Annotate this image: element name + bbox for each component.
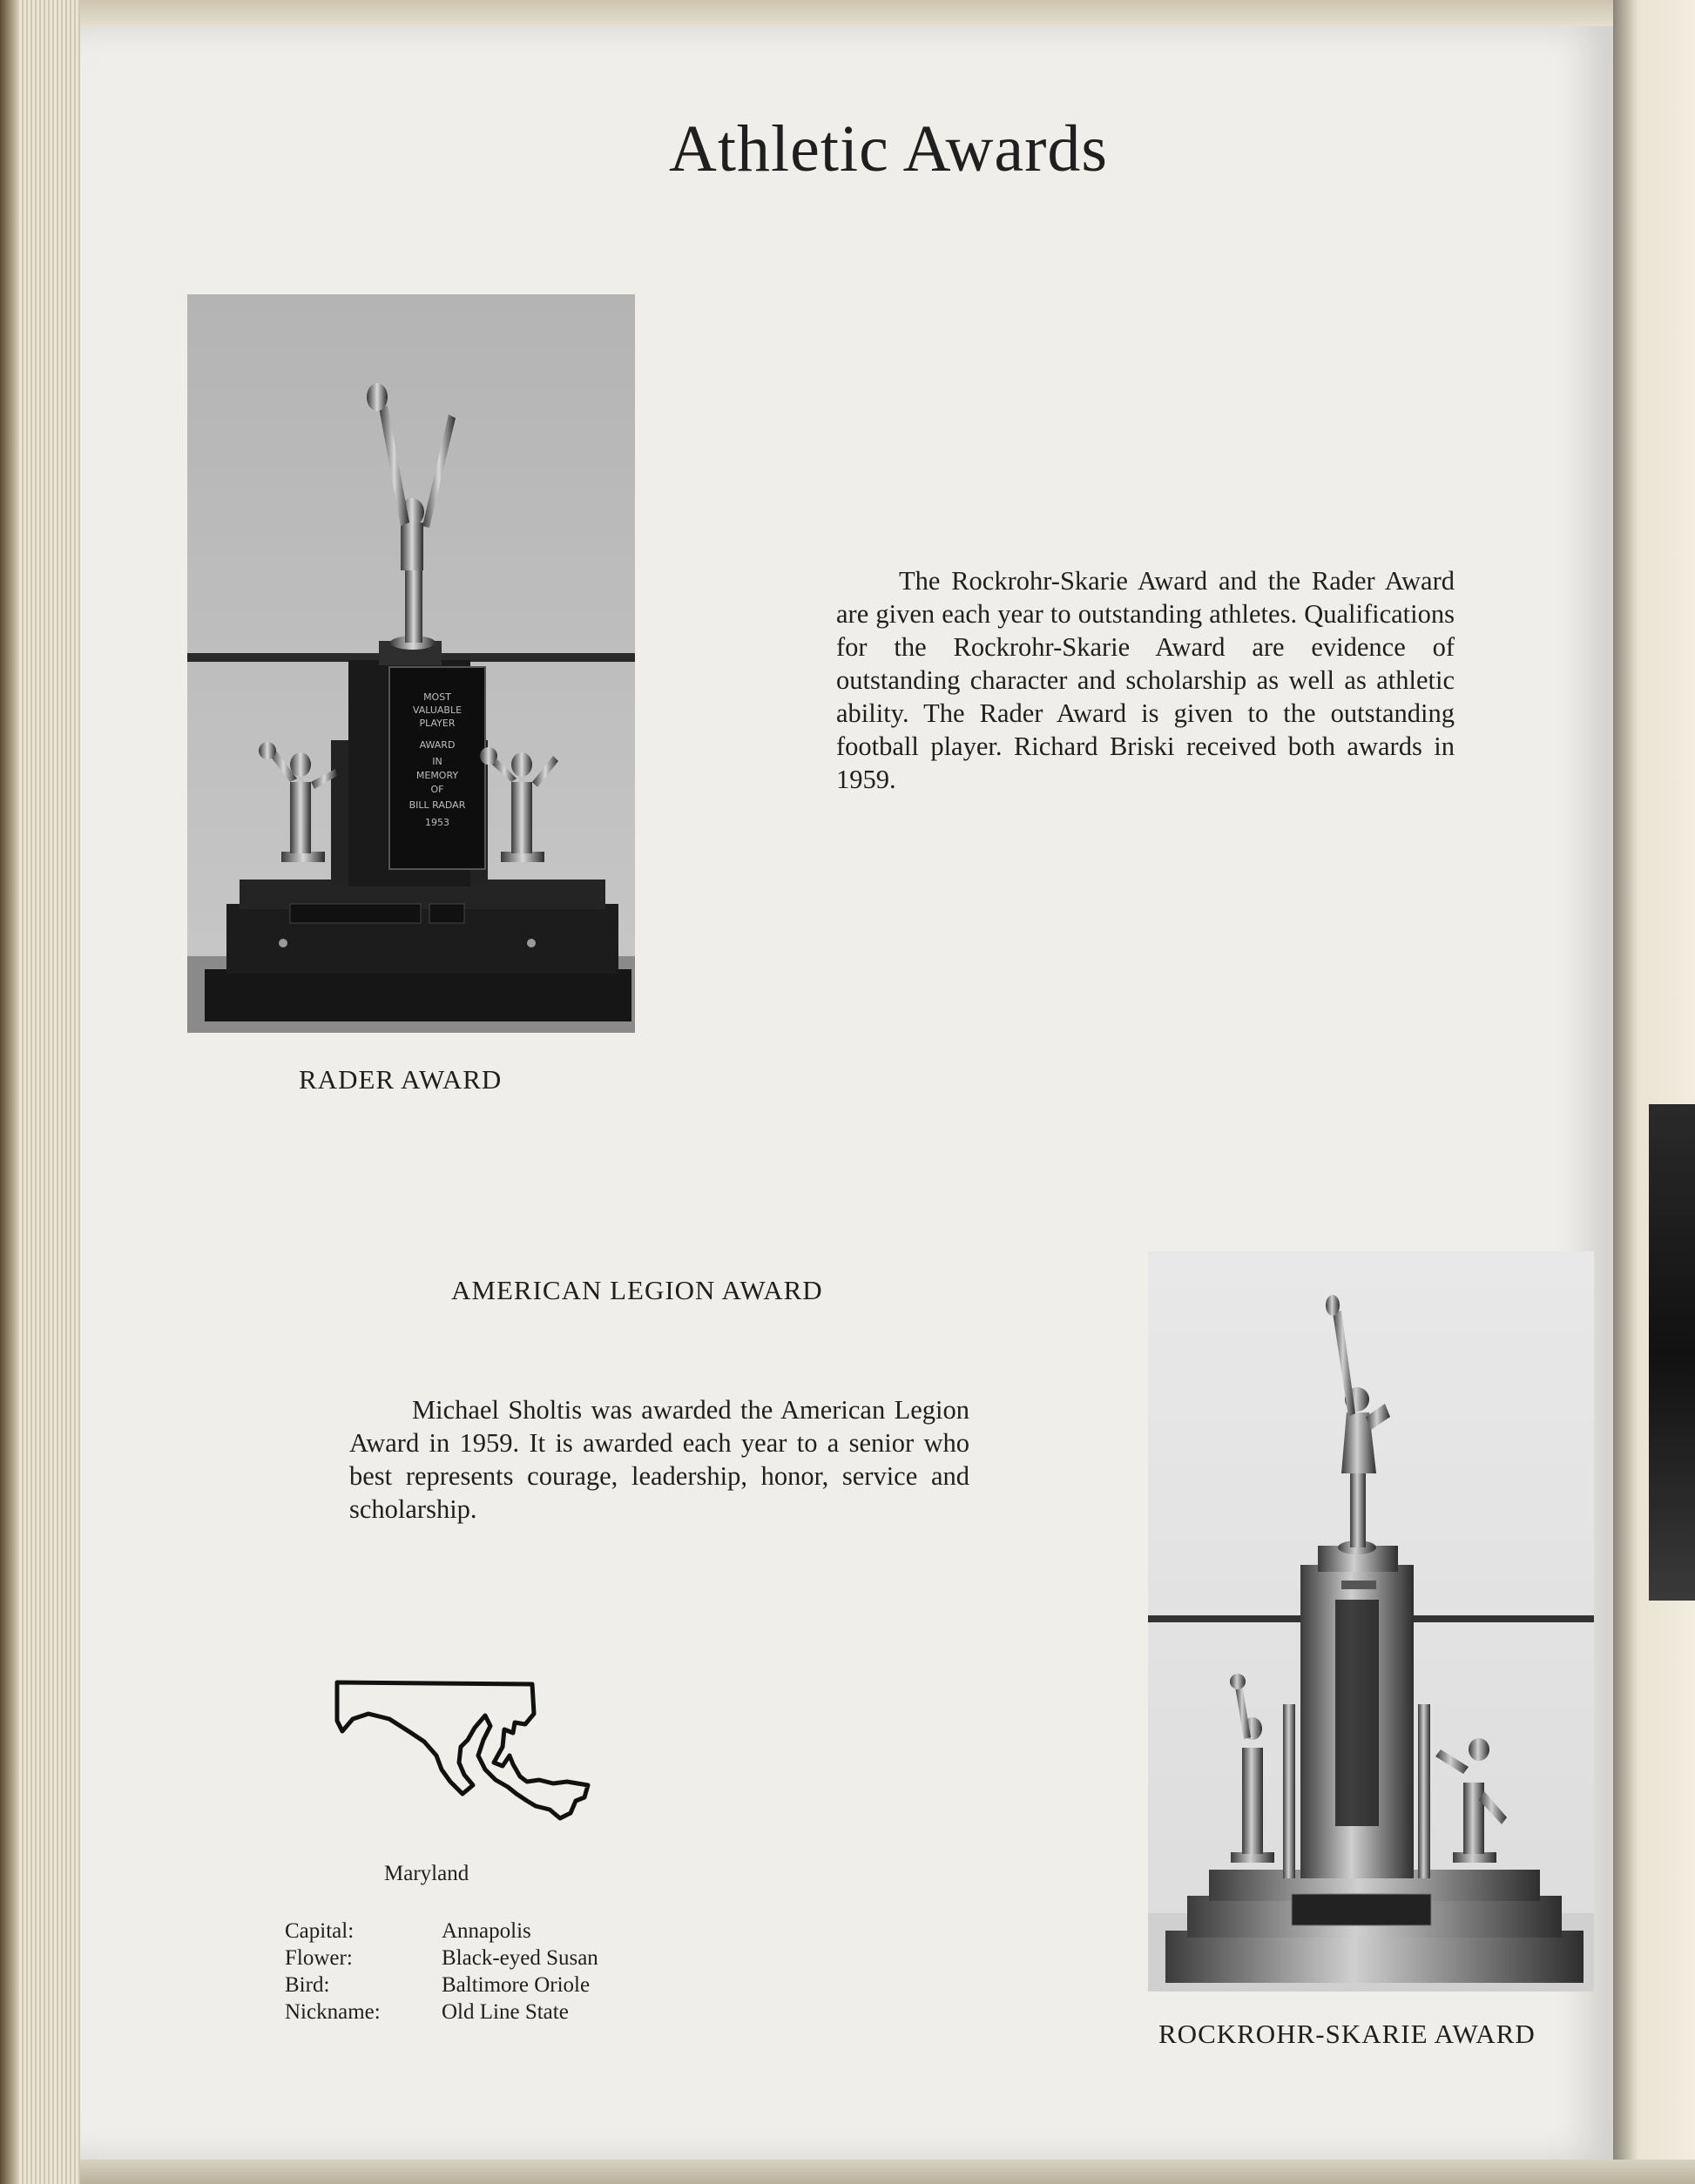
plaque-line: MEMORY <box>415 770 459 781</box>
fact-row-capital <box>285 1918 598 1945</box>
rockrohr-skarie-award-caption: ROCKROHR-SKARIE AWARD <box>1158 2019 1536 2049</box>
rader-award-photo <box>187 294 635 1033</box>
state-name: Maryland <box>384 1862 469 1885</box>
facing-page-photo-edge <box>1649 1104 1695 1601</box>
plaque-line: IN <box>432 756 442 767</box>
rader-award-caption: RADER AWARD <box>299 1064 503 1095</box>
fact-label: Bird: <box>285 1973 330 1997</box>
fact-row-flower <box>285 1945 598 1972</box>
page-top-edge <box>80 0 1695 26</box>
plaque-line: AWARD <box>419 739 456 751</box>
awards-paragraph: The Rockrohr-Skarie Award and the Rader Award are given each year to outstanding athletes. Qualifications for the Rockrohr-Skarie Award are evidence of outstanding character and scholarship as well as athletic ability. The Rader Award is given to the outstanding football player. Richard Briski received both awards in 1959. <box>836 566 1455 794</box>
plaque-line: MOST <box>423 691 451 703</box>
rockrohr-skarie-award-photo <box>1148 1251 1594 1992</box>
fact-label: Capital: <box>285 1919 355 1943</box>
fact-value: Black-eyed Susan <box>442 1946 598 1970</box>
facing-page-edge <box>1613 0 1695 2184</box>
page-bottom-edge <box>80 2160 1695 2184</box>
fact-row-bird <box>285 1972 598 1999</box>
plaque-line: 1953 <box>425 817 449 828</box>
page-edges <box>19 0 80 2184</box>
fact-label: Flower: <box>285 1946 353 1970</box>
fact-value: Baltimore Oriole <box>442 1973 591 1997</box>
maryland-map-outline <box>334 1679 595 1822</box>
plaque-line: BILL RADAR <box>409 799 466 811</box>
fact-row-nickname <box>285 1999 598 2026</box>
fact-value: Old Line State <box>442 2000 569 2024</box>
american-legion-paragraph: Michael Sholtis was awarded the American Legion Award in 1959. It is awarded each year to a senior who best represents courage, leadership, honor, service and scholarship. <box>349 1395 969 1524</box>
fact-label: Nickname: <box>285 2000 381 2024</box>
plaque-line: OF <box>430 784 444 795</box>
plaque-line: PLAYER <box>419 718 456 729</box>
american-legion-heading: AMERICAN LEGION AWARD <box>451 1275 823 1305</box>
plaque-line: VALUABLE <box>412 704 463 716</box>
fact-value: Annapolis <box>442 1919 531 1943</box>
book-spine <box>0 0 19 2184</box>
state-facts <box>285 1918 598 2026</box>
page-title: Athletic Awards <box>668 112 1109 185</box>
